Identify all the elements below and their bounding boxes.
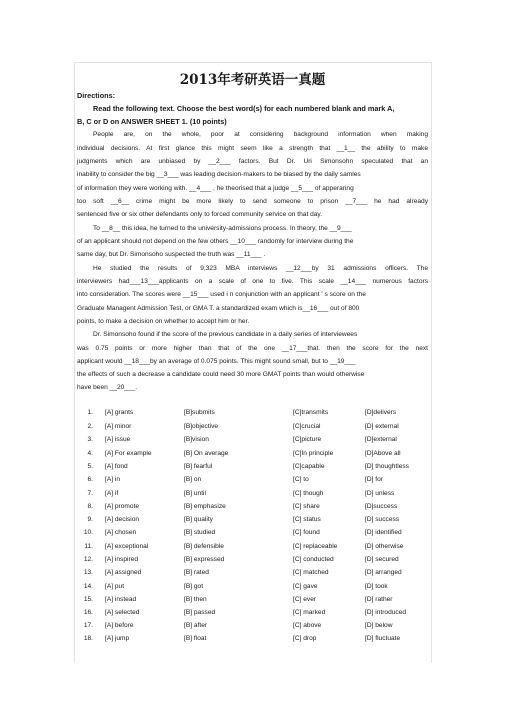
passage-line: of an applicant should not depend on the few others __10___ randomly for interview during the — [77, 238, 354, 245]
option-b: [B] On average — [184, 450, 229, 457]
question-number: 14. — [83, 583, 93, 590]
option-d: [D] unless — [365, 490, 395, 497]
option-d: [D] identified — [365, 529, 402, 536]
option-d: [D]Above all — [365, 450, 401, 457]
option-a: [A] jump — [105, 635, 130, 642]
option-a: [A] selected — [105, 609, 140, 616]
option-row — [77, 503, 429, 513]
passage-line: was 0.75 points or more higher than that of the one __17___that. then the score for the next — [77, 345, 428, 352]
option-a: [A] before — [105, 622, 134, 629]
option-a: [A] if — [105, 490, 119, 497]
option-a: [A] issue — [105, 436, 131, 443]
option-c: [C]crucial — [293, 423, 321, 430]
option-b: [B]vision — [184, 436, 209, 443]
question-number: 13. — [83, 569, 93, 576]
question-number: 12. — [83, 556, 93, 563]
option-d: [D] for — [365, 476, 383, 483]
option-a: [A] decision — [105, 516, 140, 523]
question-number: 15. — [83, 596, 93, 603]
option-d: [D]delivers — [365, 409, 397, 416]
instruction-line-1: Read the following text. Choose the best word(s) for each numbered blank and mark A, — [93, 104, 395, 113]
passage-line: inability to consider the big __3___ was leading decision-makers to be biased by the daily samles — [77, 171, 361, 178]
option-b: [B] float — [184, 635, 207, 642]
option-a: [A] For example — [105, 450, 152, 457]
option-a: [A] chosen — [105, 529, 137, 536]
option-d: [D]external — [365, 436, 397, 443]
option-b: [B] after — [184, 622, 208, 629]
option-a: [A] instead — [105, 596, 137, 603]
option-row — [77, 423, 429, 433]
option-c: [C]picture — [293, 436, 322, 443]
question-number: 7. — [87, 490, 93, 497]
option-b: [B] then — [184, 596, 207, 603]
option-c: [C] drop — [293, 635, 317, 642]
option-row — [77, 556, 429, 566]
option-b: [B]submits — [184, 409, 215, 416]
option-d: [D] took — [365, 583, 388, 590]
question-number: 1. — [87, 409, 93, 416]
passage-line: To __8__ this idea, he turned to the university-admissions process. In theory, the __9___ — [93, 225, 352, 232]
option-d: [D] success — [365, 516, 400, 523]
question-number: 17. — [83, 622, 93, 629]
instruction-line-2: B, C or D on ANSWER SHEET 1. (10 points) — [77, 117, 227, 126]
option-c: [C]capable — [293, 463, 325, 470]
passage-line: interviewers had___13___applicants on a scale of one to five. This scale __14___ numerous factors — [77, 278, 428, 285]
option-b: [B] got — [184, 583, 204, 590]
option-b: [B] rated — [184, 569, 209, 576]
option-b: [B] on — [184, 476, 202, 483]
option-row — [77, 490, 429, 500]
option-a: [A] minor — [105, 423, 132, 430]
passage-line: of information they were working with. __4___ , he theorised that a judge __5___ of apperaring — [77, 185, 354, 192]
option-a: [A] inspired — [105, 556, 138, 563]
passage-line: points, to make a decision on whether to accept him or her. — [77, 318, 250, 325]
option-d: [D] arranged — [365, 569, 402, 576]
option-c: [C] though — [293, 490, 324, 497]
option-row — [77, 516, 429, 526]
option-b: [B] passed — [184, 609, 216, 616]
question-number: 11. — [84, 543, 93, 550]
option-b: [B] expressed — [184, 556, 225, 563]
option-row — [77, 609, 429, 619]
option-b: [B]objective — [184, 423, 219, 430]
option-c: [C] above — [293, 622, 322, 629]
option-a: [A] assigned — [105, 569, 142, 576]
option-b: [B] fearful — [184, 463, 213, 470]
option-d: [D] introduced — [365, 609, 407, 616]
option-c: [C] ever — [293, 596, 317, 603]
question-number: 8. — [87, 503, 93, 510]
question-number: 18. — [83, 635, 93, 642]
question-number: 3. — [87, 436, 93, 443]
question-number: 4. — [87, 450, 93, 457]
option-c: [C] marked — [293, 609, 326, 616]
question-number: 5. — [87, 463, 93, 470]
option-b: [B] defensible — [184, 543, 224, 550]
option-d: [D] rather — [365, 596, 393, 603]
option-c: [C]transmits — [293, 409, 329, 416]
option-a: [A] in — [105, 476, 121, 483]
passage-line: judgments which are unbiased by __2___ factors. But Dr. Uri Simonsohn speculated that an — [77, 158, 428, 165]
option-a: [A] exceptional — [105, 543, 149, 550]
option-d: [D] thoughtless — [365, 463, 409, 470]
option-c: [C] to — [293, 476, 309, 483]
passage-line: have been __20___. — [77, 384, 138, 391]
passage-line: Graduate Managent Admission Test, or GMA T. a standardized exam which is__16___ out of 800 — [77, 305, 360, 312]
option-b: [B] studied — [184, 529, 216, 536]
option-row — [77, 436, 429, 446]
option-c: [C] matched — [293, 569, 329, 576]
question-number: 16. — [83, 609, 93, 616]
directions-label: Directions: — [77, 91, 116, 100]
option-b: [B] emphasize — [184, 503, 226, 510]
option-c: [C] status — [293, 516, 321, 523]
option-a: [A] promote — [105, 503, 140, 510]
option-row — [77, 596, 429, 606]
option-row — [77, 543, 429, 553]
option-c: [C] replaceable — [293, 543, 338, 550]
page-title: 2013年考研英语一真题 — [179, 72, 326, 88]
passage-line: same day, but Dr. Simonsoho suspected the truth was __11___ . — [77, 251, 266, 258]
option-row — [77, 450, 429, 460]
option-b: [B] until — [184, 490, 206, 497]
passage-line: applicant would __18___by an average of 0.075 points. This might sound small, but to __19___ — [77, 358, 356, 365]
option-row — [77, 583, 429, 593]
option-c: [C] conducted — [293, 556, 334, 563]
passage-line: the effects of such a decrease a candidate could need 30 more GMAT points than would otherwise — [77, 371, 365, 378]
question-number: 10. — [83, 529, 93, 536]
option-row — [77, 409, 429, 419]
passage-line: Dr. Simonsoho found if the score of the previous candidate in a daily series of interviewees — [93, 331, 358, 338]
option-d: [D] fluctuate — [365, 635, 401, 642]
option-row — [77, 476, 429, 486]
option-d: [D] otherwise — [365, 543, 404, 550]
option-c: [C] share — [293, 503, 320, 510]
option-d: [D] secured — [365, 556, 399, 563]
option-a: [A] fond — [105, 463, 128, 470]
option-row — [77, 635, 429, 645]
option-d: [D] external — [365, 423, 399, 430]
option-d: [D] below — [365, 622, 393, 629]
option-row — [77, 529, 429, 539]
question-number: 9. — [87, 516, 93, 523]
question-number: 2. — [87, 423, 93, 430]
option-d: [D]success — [365, 503, 398, 510]
passage-line: sentenced five or six other defendants only to forced community service on that day. — [77, 211, 323, 218]
passage-line: into consideration. The scores were __15___ used i n conjunction with an applicant ' s score on the — [77, 291, 366, 298]
option-c: [C]In principle — [293, 450, 334, 457]
passage-line: He studied the results of 9,323 MBA interviews __12___by 31 admissions officers. The — [93, 265, 428, 272]
option-row — [77, 463, 429, 473]
option-row — [77, 622, 429, 632]
option-c: [C] found — [293, 529, 320, 536]
option-b: [B] quality — [184, 516, 213, 523]
question-number: 6. — [87, 476, 93, 483]
option-a: [A] grants — [105, 409, 134, 416]
passage-line: too soft __6__ crime might be more likely to send someone to prison __7___ he had already — [77, 198, 428, 205]
passage-line: individual decisions. At first glance this might seem like a strength that __1__ the ability to make — [77, 145, 428, 152]
option-row — [77, 569, 429, 579]
passage-line: People are, on the whole, poor at considering background information when making — [93, 131, 428, 138]
option-a: [A] put — [105, 583, 125, 590]
option-c: [C] gave — [293, 583, 318, 590]
